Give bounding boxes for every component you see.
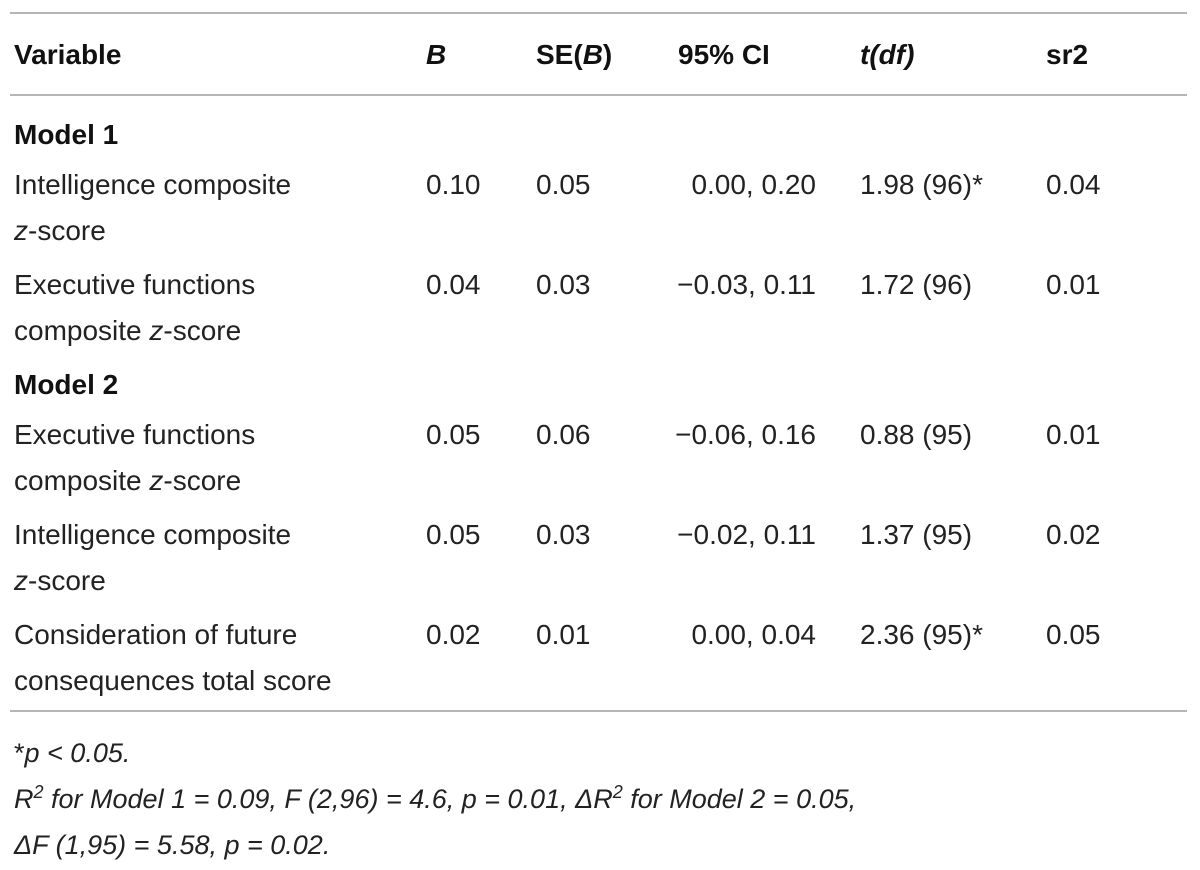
b-cell: 0.02 xyxy=(426,619,481,650)
t-cell: 1.72 (96) xyxy=(860,269,973,300)
section-title-model-2 xyxy=(10,360,1187,410)
t-cell: 0.88 (95) xyxy=(860,419,973,450)
note-delta-f: ΔF (1,95) = 5.58, p = 0.02. xyxy=(14,830,331,860)
b-cell: 0.05 xyxy=(426,519,481,550)
table-row xyxy=(10,410,1187,510)
se-cell: 0.03 xyxy=(536,269,591,300)
ci-cell: −0.02, 0.11 xyxy=(677,519,816,550)
header-ci: 95% CI xyxy=(678,39,770,70)
t-cell: 2.36 (95)* xyxy=(860,619,983,650)
t-cell: 1.98 (96)* xyxy=(860,169,983,200)
se-cell: 0.01 xyxy=(536,619,591,650)
se-cell: 0.03 xyxy=(536,519,591,550)
table-bottom-rule xyxy=(10,710,1187,712)
t-cell: 1.37 (95) xyxy=(860,519,973,550)
header-variable: Variable xyxy=(14,39,122,70)
section-title: Model 1 xyxy=(14,119,119,150)
sr2-cell: 0.01 xyxy=(1046,269,1101,300)
table-row xyxy=(10,510,1187,610)
sr2-cell: 0.04 xyxy=(1046,169,1101,200)
header-b: B xyxy=(426,39,447,70)
table-row xyxy=(10,260,1187,360)
header-t: t(df) xyxy=(860,39,915,70)
sr2-cell: 0.02 xyxy=(1046,519,1101,550)
ci-cell: −0.03, 0.11 xyxy=(677,269,816,300)
sr2-cell: 0.01 xyxy=(1046,419,1101,450)
note-model-fit: $R^2$ for Model 1 = 0.09, F (2,96) = 4.6, p = 0.01, $\Delta R^2$ for Model 2 = 0.05, xyxy=(14,782,857,814)
variable-cell: Executive functions composite z-score xyxy=(14,419,256,496)
variable-cell: Consideration of future consequences total score xyxy=(14,619,332,696)
b-cell: 0.05 xyxy=(426,419,481,450)
b-cell: 0.04 xyxy=(426,269,481,300)
b-cell: 0.10 xyxy=(426,169,481,200)
se-cell: 0.05 xyxy=(536,169,591,200)
table-row xyxy=(10,610,1187,710)
note-significance: *p < 0.05. xyxy=(14,738,131,768)
section-title: Model 2 xyxy=(14,369,119,400)
table-notes xyxy=(14,730,1184,868)
variable-cell: Executive functions composite z-score xyxy=(14,269,256,346)
se-cell: 0.06 xyxy=(536,419,591,450)
table-header-row xyxy=(10,14,1187,94)
header-sr2: sr2 xyxy=(1046,39,1089,70)
table-row xyxy=(10,160,1187,260)
ci-cell: 0.00, 0.04 xyxy=(691,619,816,650)
ci-cell: 0.00, 0.20 xyxy=(691,169,816,200)
ci-cell: −0.06, 0.16 xyxy=(675,419,816,450)
variable-cell: Intelligence composite z-score xyxy=(14,519,292,596)
header-se: SE(B) xyxy=(536,39,613,70)
regression-table xyxy=(10,12,1187,712)
variable-cell: Intelligence composite z-score xyxy=(14,169,292,246)
sr2-cell: 0.05 xyxy=(1046,619,1101,650)
section-title-model-1 xyxy=(10,110,1187,160)
